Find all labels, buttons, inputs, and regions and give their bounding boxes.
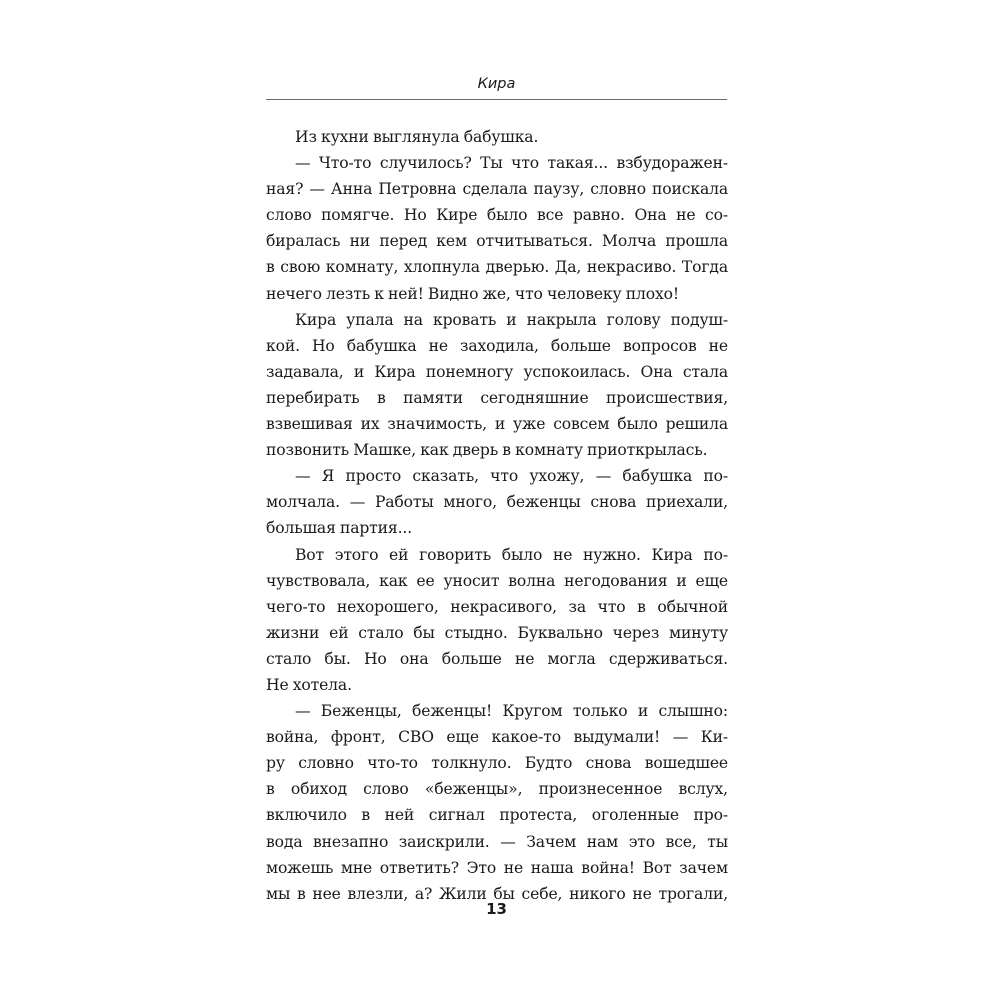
text-line: включило в ней сигнал протеста, оголенные про- xyxy=(266,806,728,825)
text-line: задавала, и Кира понемногу успокоилась. Она стала xyxy=(266,362,728,381)
text-line: слово помягче. Но Кире было все равно. Она не со- xyxy=(266,206,728,225)
text-line: Из кухни выглянула бабушка. xyxy=(295,128,539,146)
header-rule xyxy=(266,99,727,100)
text-line: Кира упала на кровать и накрыла голову подуш- xyxy=(295,310,728,329)
text-line: — Что-то случилось? Ты что такая... взбудоражен- xyxy=(295,154,728,173)
text-line: чего-то нехорошего, некрасивого, за что в обычной xyxy=(266,597,728,616)
text-line: ру словно что-то толкнуло. Будто снова вошедшее xyxy=(266,754,728,773)
text-line: большая партия... xyxy=(266,519,413,538)
text-line: Вот этого ей говорить было не нужно. Кира по- xyxy=(295,545,728,564)
text-line: биралась ни перед кем отчитываться. Молча прошла xyxy=(266,232,728,251)
text-line: взвешивая их значимость, и уже совсем было решила xyxy=(266,415,728,434)
text-line: — Беженцы, беженцы! Кругом только и слышно: xyxy=(295,702,728,721)
text-line: чувствовала, как ее уносит волна негодования и еще xyxy=(266,571,728,590)
page-number: 13 xyxy=(486,900,507,918)
text-line: стало бы. Но она больше не могла сдерживаться. xyxy=(266,649,728,668)
text-line: жизни ей стало бы стыдно. Буквально через минуту xyxy=(266,623,728,642)
text-line: в обиход слово «беженцы», произнесенное вслух, xyxy=(266,780,728,799)
text-line: можешь мне ответить? Это не наша война! Вот зачем xyxy=(266,858,728,877)
text-line: молчала. — Работы много, беженцы снова приехали, xyxy=(266,493,728,512)
text-line: война, фронт, СВО еще какое-то выдумали! — Ки- xyxy=(266,728,728,747)
running-head: Кира xyxy=(477,76,516,92)
text-line: в свою комнату, хлопнула дверью. Да, некрасиво. Тогда xyxy=(266,258,728,277)
text-line: кой. Но бабушка не заходила, больше вопросов не xyxy=(266,336,728,355)
text-line: нечего лезть к ней! Видно же, что человеку плохо! xyxy=(266,284,679,303)
text-line: вода внезапно заискрили. — Зачем нам это все, ты xyxy=(266,832,728,851)
text-line: мы в нее влезли, а? Жили бы себе, никого не трогали, xyxy=(266,884,728,903)
text-line: — Я просто сказать, что ухожу, — бабушка по- xyxy=(295,467,728,486)
text-line: перебирать в памяти сегодняшние происшествия, xyxy=(266,388,728,407)
text-line: ная? — Анна Петровна сделала паузу, словно поискала xyxy=(266,180,728,199)
text-line: Не хотела. xyxy=(266,675,352,694)
text-line: позвонить Машке, как дверь в комнату приоткрылась. xyxy=(266,441,708,460)
body-text xyxy=(266,124,728,907)
